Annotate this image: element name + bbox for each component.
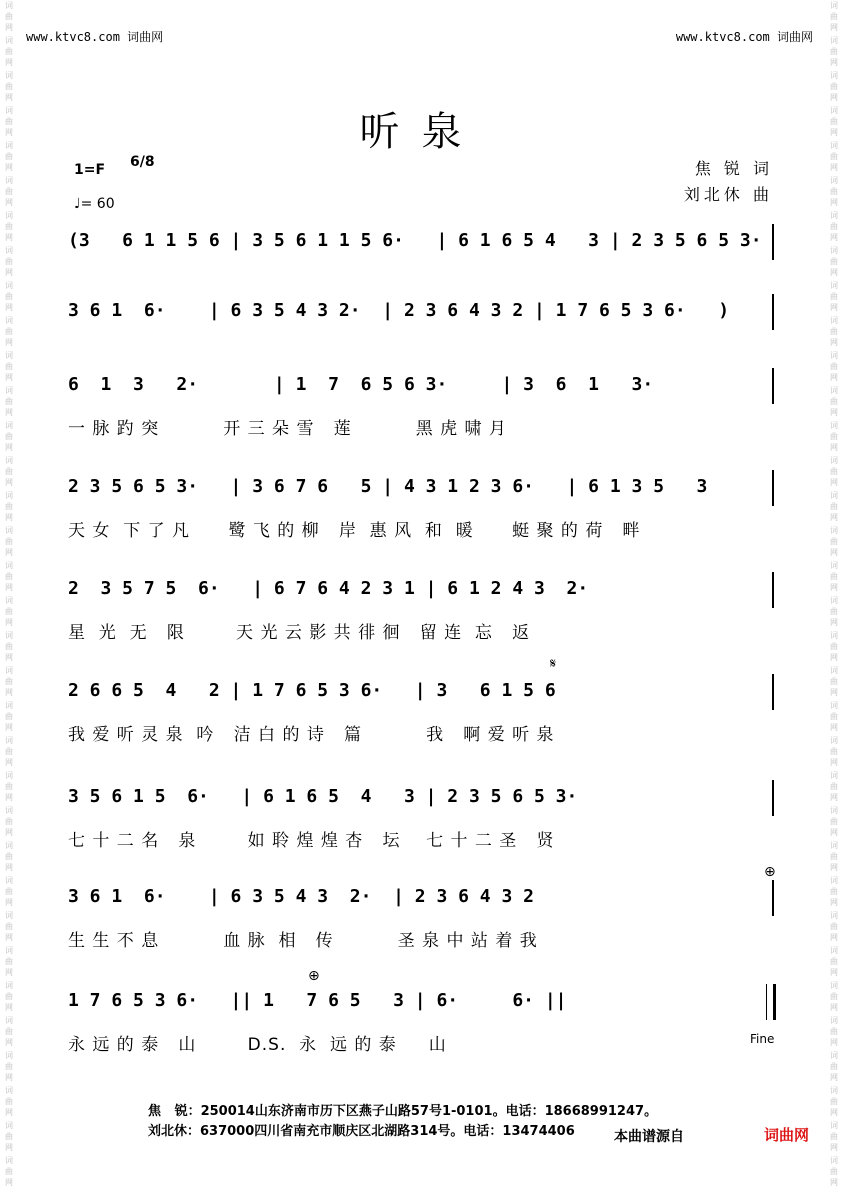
lyricist-contact: 焦 锐：250014山东济南市历下区燕子山路57号1-0101。电话：18668991247。 bbox=[148, 1104, 658, 1119]
lyrics: 七 十 二 名 泉 如 聆 煌 煌 杏 坛 七 十 二 圣 贤 bbox=[68, 831, 555, 851]
watermark-text: 词曲网 bbox=[830, 36, 838, 67]
watermark-text: 词曲网 bbox=[830, 1086, 838, 1117]
site-link-left[interactable]: www.ktvc8.com 词曲网 bbox=[26, 30, 164, 44]
watermark-text: 词曲网 bbox=[830, 71, 838, 102]
watermark-text: 词曲网 bbox=[830, 141, 838, 172]
watermark-text: 词曲网 bbox=[5, 981, 13, 1012]
watermark-text: 词曲网 bbox=[830, 526, 838, 557]
watermark-text: 词曲网 bbox=[830, 631, 838, 662]
watermark-text: 词曲网 bbox=[830, 561, 838, 592]
watermark-text: 词曲网 bbox=[830, 1016, 838, 1047]
watermark-text: 词曲网 bbox=[830, 211, 838, 242]
watermark-text: 词曲网 bbox=[5, 71, 13, 102]
final-double-bar bbox=[766, 984, 776, 1020]
composer-contact: 刘北休：637000四川省南充市顺庆区北湖路314号。电话：13474406 bbox=[148, 1124, 575, 1139]
coda-sign: ⊕ bbox=[308, 968, 320, 984]
notes: 2 3 5 6 5 3· | 3 6 7 6 5 | 4 3 1 2 3 6· | 6 1 3 5 3 bbox=[68, 476, 708, 497]
notes: 3 6 1 6· | 6 3 5 4 3 2· | 2 3 6 4 3 2 bbox=[68, 886, 534, 907]
bar-line bbox=[772, 470, 774, 506]
watermark-text: 词曲网 bbox=[5, 281, 13, 312]
segno-sign: 𝄋 bbox=[550, 656, 557, 672]
watermark-text: 词曲网 bbox=[830, 981, 838, 1012]
watermark-text: 词曲网 bbox=[830, 876, 838, 907]
watermark-text: 词曲网 bbox=[830, 771, 838, 802]
watermark-text: 词曲网 bbox=[830, 841, 838, 872]
watermark-text: 词曲网 bbox=[830, 701, 838, 732]
watermark-text: 词曲网 bbox=[5, 876, 13, 907]
watermark-text: 词曲网 bbox=[5, 211, 13, 242]
watermark-text: 词曲网 bbox=[830, 281, 838, 312]
watermark-text: 词曲网 bbox=[5, 1016, 13, 1047]
notes: 2 6 6 5 4 2 | 1 7 6 5 3 6· | 3 6 1 5 6 bbox=[68, 680, 556, 701]
lyricist-credit: 焦 锐 词 bbox=[694, 159, 773, 178]
watermark-text: 词曲网 bbox=[830, 1, 838, 32]
watermark-text: 词曲网 bbox=[830, 316, 838, 347]
watermark-text: 词曲网 bbox=[830, 386, 838, 417]
watermark-text: 词曲网 bbox=[5, 36, 13, 67]
notes: 1 7 6 5 3 6· || 1 7 6 5 3 | 6· 6· || bbox=[68, 990, 567, 1011]
watermark-text: 词曲网 bbox=[5, 176, 13, 207]
right-watermark-strip bbox=[827, 0, 841, 1187]
lyrics: 我 爱 听 灵 泉 吟 洁 白 的 诗 篇 我 啊 爱 听 泉 bbox=[68, 725, 555, 745]
watermark-text: 词曲网 bbox=[5, 1051, 13, 1082]
watermark-text: 词曲网 bbox=[830, 176, 838, 207]
lyrics: 永 远 的 泰 山 D.S. 永 远 的 泰 山 bbox=[68, 1035, 447, 1055]
time-signature: 6/8 bbox=[130, 154, 155, 170]
watermark-text: 词曲网 bbox=[5, 911, 13, 942]
watermark-text: 词曲网 bbox=[5, 806, 13, 837]
watermark-text: 词曲网 bbox=[5, 386, 13, 417]
watermark-text: 词曲网 bbox=[830, 736, 838, 767]
watermark-text: 词曲网 bbox=[5, 351, 13, 382]
watermark-text: 词曲网 bbox=[5, 946, 13, 977]
watermark-text: 词曲网 bbox=[830, 456, 838, 487]
watermark-text: 词曲网 bbox=[5, 526, 13, 557]
lyrics: 一 脉 趵 突 开 三 朵 雪 莲 黑 虎 啸 月 bbox=[68, 419, 507, 439]
watermark-text: 词曲网 bbox=[5, 106, 13, 137]
watermark-text: 词曲网 bbox=[5, 316, 13, 347]
watermark-text: 词曲网 bbox=[5, 666, 13, 697]
lyrics: 天 女 下 了 凡 鹭 飞 的 柳 岸 惠 风 和 暖 蜓 聚 的 荷 畔 bbox=[68, 521, 641, 541]
fine-marking: Fine bbox=[750, 1032, 775, 1046]
watermark-text: 词曲网 bbox=[5, 246, 13, 277]
watermark-text: 词曲网 bbox=[830, 421, 838, 452]
watermark-text: 词曲网 bbox=[5, 491, 13, 522]
coda-sign: ⊕ bbox=[764, 864, 776, 880]
notes: 6 1 3 2· | 1 7 6 5 6 3· | 3 6 1 3· bbox=[68, 374, 654, 395]
watermark-text: 词曲网 bbox=[5, 1156, 13, 1187]
bar-line bbox=[772, 780, 774, 816]
song-title: 听泉 bbox=[359, 109, 484, 155]
watermark-text: 词曲网 bbox=[830, 246, 838, 277]
bar-line bbox=[772, 224, 774, 260]
watermark-text: 词曲网 bbox=[5, 596, 13, 627]
watermark-text: 词曲网 bbox=[5, 561, 13, 592]
left-watermark-strip bbox=[2, 0, 16, 1187]
watermark-text: 词曲网 bbox=[5, 1086, 13, 1117]
watermark-text: 词曲网 bbox=[830, 106, 838, 137]
key-signature: 1=F bbox=[74, 162, 106, 178]
bar-line bbox=[772, 572, 774, 608]
brand-logo[interactable]: 词曲网 bbox=[763, 1126, 809, 1144]
bar-line bbox=[772, 368, 774, 404]
watermark-text: 词曲网 bbox=[830, 596, 838, 627]
bar-line bbox=[772, 294, 774, 330]
watermark-text: 词曲网 bbox=[5, 1121, 13, 1152]
watermark-text: 词曲网 bbox=[5, 421, 13, 452]
notes: 3 5 6 1 5 6· | 6 1 6 5 4 3 | 2 3 5 6 5 3· bbox=[68, 786, 578, 807]
notes: (3 6 1 1 5 6 | 3 5 6 1 1 5 6· | 6 1 6 5 4 3 | 2 3 5 6 5 3· bbox=[68, 230, 762, 251]
watermark-text: 词曲网 bbox=[5, 141, 13, 172]
watermark-text: 词曲网 bbox=[830, 491, 838, 522]
watermark-text: 词曲网 bbox=[830, 1051, 838, 1082]
watermark-text: 词曲网 bbox=[830, 1121, 838, 1152]
lyrics: 生 生 不 息 血 脉 相 传 圣 泉 中 站 着 我 bbox=[68, 931, 538, 951]
watermark-text: 词曲网 bbox=[5, 771, 13, 802]
notes: 2 3 5 7 5 6· | 6 7 6 4 2 3 1 | 6 1 2 4 3 2· bbox=[68, 578, 589, 599]
watermark-text: 词曲网 bbox=[5, 736, 13, 767]
watermark-text: 词曲网 bbox=[5, 1, 13, 32]
watermark-text: 词曲网 bbox=[5, 456, 13, 487]
watermark-text: 词曲网 bbox=[5, 631, 13, 662]
composer-credit: 刘北休 曲 bbox=[683, 185, 773, 204]
watermark-text: 词曲网 bbox=[830, 806, 838, 837]
source-note: 本曲谱源自 bbox=[612, 1126, 686, 1146]
bar-line bbox=[772, 674, 774, 710]
tempo-marking: ♩= 60 bbox=[74, 196, 115, 212]
watermark-text: 词曲网 bbox=[5, 841, 13, 872]
watermark-text: 词曲网 bbox=[830, 666, 838, 697]
lyrics: 星 光 无 限 天 光 云 影 共 徘 徊 留 连 忘 返 bbox=[68, 623, 531, 643]
watermark-text: 词曲网 bbox=[830, 351, 838, 382]
watermark-text: 词曲网 bbox=[830, 911, 838, 942]
notes: 3 6 1 6· | 6 3 5 4 3 2· | 2 3 6 4 3 2 | 1 7 6 5 3 6· ) bbox=[68, 300, 730, 321]
watermark-text: 词曲网 bbox=[5, 701, 13, 732]
watermark-text: 词曲网 bbox=[830, 1156, 838, 1187]
watermark-text: 词曲网 bbox=[830, 946, 838, 977]
site-link-right[interactable]: www.ktvc8.com 词曲网 bbox=[675, 30, 813, 44]
bar-line bbox=[772, 880, 774, 916]
